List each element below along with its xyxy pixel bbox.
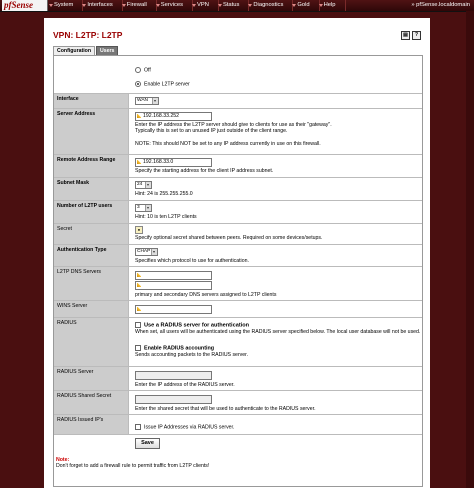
enable-radio[interactable]: [135, 81, 141, 87]
off-radio[interactable]: [135, 67, 141, 73]
secret-label: Secret: [54, 224, 129, 244]
wins-input[interactable]: [135, 305, 212, 314]
enable-label: Enable L2TP server: [144, 81, 190, 88]
chevron-down-icon: [152, 98, 158, 104]
note-title: Note:: [56, 457, 70, 463]
subnet-mask-select[interactable]: 24: [135, 181, 152, 189]
radius-secret-label: RADIUS Shared Secret: [54, 391, 129, 414]
help-icon[interactable]: ?: [412, 31, 421, 40]
menu-interfaces[interactable]: Interfaces: [83, 0, 122, 11]
radius-issued-label: RADIUS Issued IP's: [54, 415, 129, 434]
radius-secret-row: RADIUS Shared Secret Enter the shared secret that will be used to authenticate to the RADIUS server.: [54, 391, 422, 415]
page-title: VPN: L2TP: L2TP: [53, 30, 123, 40]
status-log-icon[interactable]: ▤: [401, 31, 410, 40]
menu-vpn[interactable]: VPN: [193, 0, 219, 11]
l2tp-config-form: [53, 55, 423, 487]
tab-users[interactable]: Users: [96, 46, 118, 57]
wins-label: WINS Server: [54, 301, 129, 317]
use-radius-checkbox[interactable]: [135, 322, 141, 328]
radius-issued-row: RADIUS Issued IP's Issue IP Addresses via RADIUS server.: [54, 415, 422, 435]
dns-row: L2TP DNS Servers primary and secondary DNS servers assigned to L2TP clients: [54, 267, 422, 301]
l2tp-users-row: Number of L2TP users 3 Hint: 10 is ten L2TP clients: [54, 201, 422, 224]
mode-off-row: [54, 56, 422, 76]
subnet-mask-row: Subnet Mask 24 Hint: 24 is 255.255.255.0: [54, 178, 422, 201]
top-navigation-bar: [0, 0, 474, 12]
radius-label: RADIUS: [54, 318, 129, 366]
menu-gold[interactable]: Gold: [293, 0, 319, 11]
chevron-down-icon: [151, 249, 157, 255]
secret-row: Secret ● Specify optional secret shared between peers. Required on some devices/setups.: [54, 224, 422, 245]
title-row: [53, 30, 421, 40]
dns-label: L2TP DNS Servers: [54, 267, 129, 300]
dns-primary-input[interactable]: [135, 271, 212, 280]
remote-range-label: Remote Address Range: [54, 155, 129, 177]
chevron-down-icon: [145, 205, 151, 211]
menu-services[interactable]: Services: [157, 0, 193, 11]
radius-server-input[interactable]: [135, 371, 212, 380]
remote-range-input[interactable]: 192.168.33.0: [135, 158, 212, 167]
wins-row: [54, 301, 422, 318]
hostname-label: » pfSense.localdomain: [411, 2, 470, 8]
pencil-icon: [137, 114, 141, 118]
main-menu: [50, 0, 346, 11]
use-radius-label: Use a RADIUS server for authentication: [144, 322, 250, 329]
page-scrollbar[interactable]: [466, 11, 474, 488]
radius-secret-input[interactable]: [135, 395, 212, 404]
server-address-label: Server Address: [54, 109, 129, 154]
off-label: Off: [144, 67, 151, 74]
remote-range-row: Remote Address Range 192.168.33.0 Specify the starting address for the client IP address subnet.: [54, 155, 422, 178]
l2tp-users-label: Number of L2TP users: [54, 201, 129, 223]
secret-input[interactable]: ●: [135, 226, 143, 234]
radius-server-label: RADIUS Server: [54, 367, 129, 390]
pfsense-logo[interactable]: pfSense: [2, 0, 48, 11]
menu-help[interactable]: Help: [320, 0, 346, 11]
subnet-mask-label: Subnet Mask: [54, 178, 129, 200]
title-icons: [401, 31, 421, 40]
radius-accounting-checkbox[interactable]: [135, 345, 141, 351]
radius-server-row: RADIUS Server Enter the IP address of the RADIUS server.: [54, 367, 422, 391]
chevron-down-icon: [145, 182, 151, 188]
main-panel: [44, 18, 430, 488]
server-address-input[interactable]: 192.168.33.252: [135, 112, 212, 121]
mode-enable-row: [54, 76, 422, 94]
interface-label: Interface: [54, 94, 129, 108]
interface-select[interactable]: WAN: [135, 97, 159, 105]
auth-type-select[interactable]: CHAP: [135, 248, 158, 256]
dns-secondary-input[interactable]: [135, 281, 212, 290]
pencil-icon: [137, 160, 141, 164]
radius-row: RADIUS Use a RADIUS server for authentication When set, all users will be authenticated using the RADIUS server specified below. The local user database will not be used. Enable RADIUS accounting Sends accounting packets to the RADIUS server.: [54, 318, 422, 367]
l2tp-users-select[interactable]: 3: [135, 204, 152, 212]
pencil-icon: [137, 273, 141, 277]
auth-type-row: Authentication Type CHAP Specifies which protocol to use for authentication.: [54, 245, 422, 267]
pencil-icon: [137, 307, 141, 311]
menu-status[interactable]: Status: [219, 0, 249, 11]
menu-diagnostics[interactable]: Diagnostics: [249, 0, 293, 11]
radius-issued-checkbox[interactable]: [135, 424, 141, 430]
tab-configuration[interactable]: Configuration: [53, 46, 95, 56]
menu-system[interactable]: System: [50, 0, 83, 11]
auth-type-label: Authentication Type: [54, 245, 129, 266]
server-address-row: Server Address 192.168.33.252 Enter the IP address the L2TP server should give to clients for use as their "gateway". Typically this is set to an unused IP just outside of the client range. NOTE: This should NOT be set to any IP address currently in use on this firewall.: [54, 109, 422, 155]
save-button[interactable]: Save: [135, 438, 160, 449]
note-text: Don't forget to add a firewall rule to permit traffic from L2TP clients!: [56, 463, 210, 469]
menu-firewall[interactable]: Firewall: [123, 0, 157, 11]
pencil-icon: [137, 283, 141, 287]
note-block: [56, 457, 209, 469]
interface-row: [54, 94, 422, 109]
radius-accounting-label: Enable RADIUS accounting: [144, 345, 215, 352]
